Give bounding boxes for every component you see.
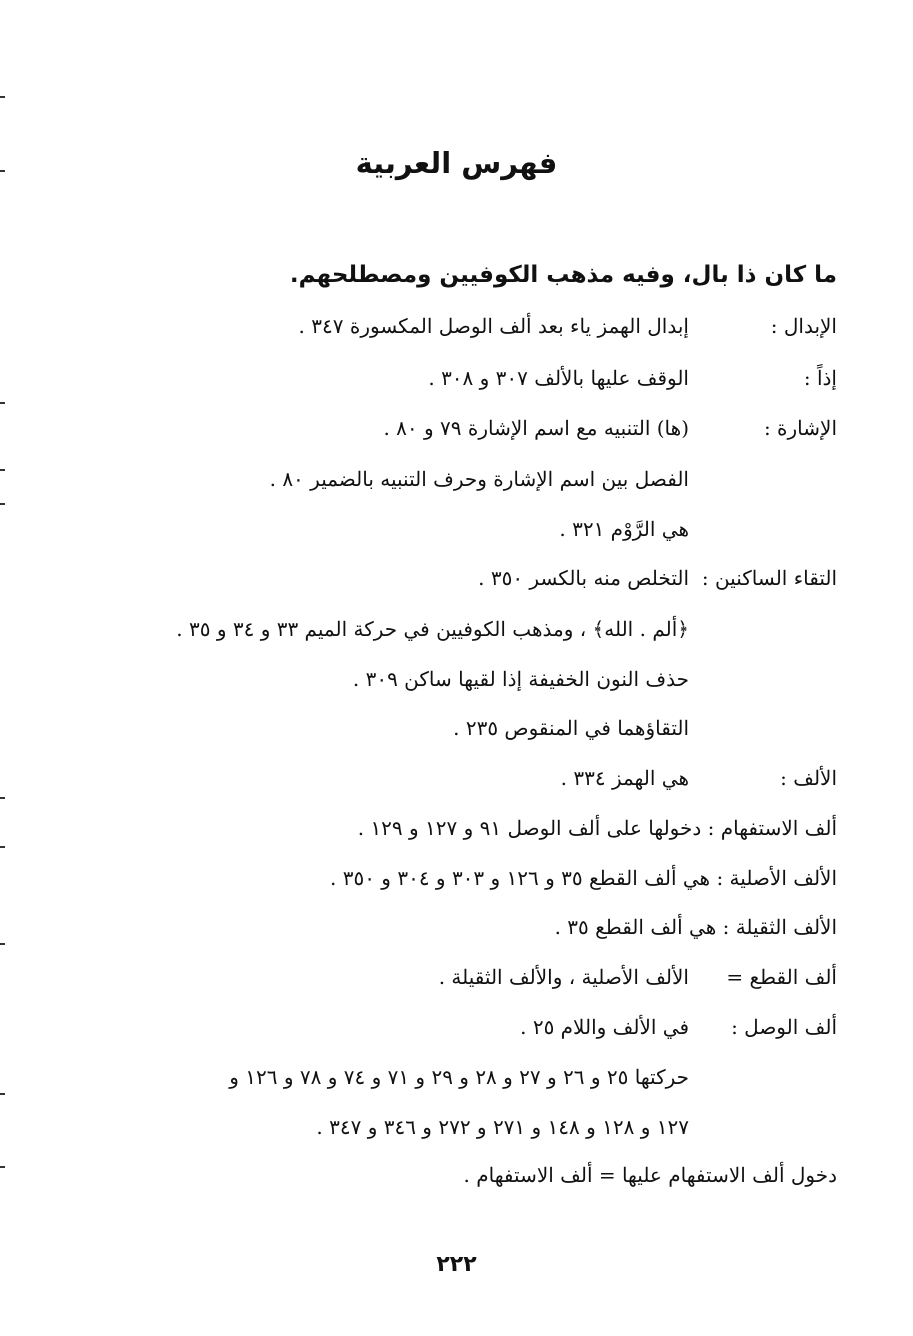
section-subtitle: ما كان ذا بال، وفيه مذهب الكوفيين ومصطلحهم. xyxy=(289,262,837,288)
entry-definition: التقاؤهما في المنقوص ٢٣٥ . xyxy=(453,716,689,740)
index-entry xyxy=(110,467,837,507)
entry-definition: في الألف واللام ٢٥ . xyxy=(520,1015,689,1039)
scan-edge-mark xyxy=(0,503,5,505)
index-entry xyxy=(110,1065,837,1105)
entry-line: ألف الاستفهام : دخولها على ألف الوصل ٩١ و ١٢٧ و ١٢٩ . xyxy=(357,816,837,840)
scan-edge-mark xyxy=(0,797,5,799)
entry-line: دخول ألف الاستفهام عليها = ألف الاستفهام . xyxy=(463,1163,837,1187)
index-entry xyxy=(110,667,837,707)
entry-term: ألف الوصل : xyxy=(731,1015,837,1039)
index-entry xyxy=(110,915,837,955)
scan-edge-mark xyxy=(0,402,5,404)
scan-edge-mark xyxy=(0,846,5,848)
index-entry xyxy=(110,716,837,756)
index-entry xyxy=(110,517,837,557)
entry-term: التقاء الساكنين : xyxy=(701,566,837,590)
entry-term: الإشارة : xyxy=(763,416,837,440)
scan-edge-mark xyxy=(0,96,5,98)
index-entry xyxy=(110,766,837,806)
entry-term: الإبدال : xyxy=(770,314,837,338)
scan-edge-mark xyxy=(0,469,5,471)
entry-line: الألف الأصلية : هي ألف القطع ٣٥ و ١٢٦ و ٣٠٣ و ٣٠٤ و ٣٥٠ . xyxy=(330,866,837,890)
scan-edge-mark xyxy=(0,1166,5,1168)
entry-definition: هي الرَّوْم ٣٢١ . xyxy=(559,517,689,541)
entry-definition: حذف النون الخفيفة إذا لقيها ساكن ٣٠٩ . xyxy=(352,667,689,691)
entry-line: الألف الثقيلة : هي ألف القطع ٣٥ . xyxy=(554,915,837,939)
entry-definition: حركتها ٢٥ و ٢٦ و ٢٧ و ٢٨ و ٢٩ و ٧١ و ٧٤ و ٧٨ و ١٢٦ و xyxy=(229,1065,689,1089)
index-entry xyxy=(110,566,837,606)
index-entry xyxy=(110,1015,837,1055)
entry-term: الألف : xyxy=(780,766,837,790)
entry-definition: إبدال الهمز ياء بعد ألف الوصل المكسورة ٣٤٧ . xyxy=(298,314,689,338)
entry-term: ألف القطع = xyxy=(726,965,837,989)
entry-definition: الألف الأصلية ، والألف الثقيلة . xyxy=(438,965,689,989)
page-number: ٢٢٢ xyxy=(436,1252,477,1277)
entry-definition: الفصل بين اسم الإشارة وحرف التنبيه بالضمير ٨٠ . xyxy=(269,467,689,491)
index-entry xyxy=(110,1163,837,1203)
entry-definition: الوقف عليها بالألف ٣٠٧ و ٣٠٨ . xyxy=(428,366,689,390)
scan-edge-mark xyxy=(0,943,5,945)
index-entry xyxy=(110,965,837,1005)
entry-definition: هي الهمز ٣٣٤ . xyxy=(560,766,689,790)
index-entry xyxy=(110,314,837,354)
index-entry xyxy=(110,617,837,657)
index-entry xyxy=(110,866,837,906)
entry-definition: ١٢٧ و ١٢٨ و ١٤٨ و ٢٧١ و ٢٧٢ و ٣٤٦ و ٣٤٧ . xyxy=(316,1115,689,1139)
page-title: فهرس العربية xyxy=(355,146,558,180)
index-entry xyxy=(110,1115,837,1155)
entry-term: إذاً : xyxy=(803,366,837,390)
entry-definition: ﴿ألم . الله﴾ ، ومذهب الكوفيين في حركة الميم ٣٣ و ٣٤ و ٣٥ . xyxy=(176,617,689,641)
scan-edge-mark xyxy=(0,170,5,172)
scan-edge-mark xyxy=(0,1093,5,1095)
entry-definition: التخلص منه بالكسر ٣٥٠ . xyxy=(478,566,689,590)
index-entry xyxy=(110,416,837,456)
index-entry xyxy=(110,816,837,856)
index-entry xyxy=(110,366,837,406)
entry-definition: (ها) التنبيه مع اسم الإشارة ٧٩ و ٨٠ . xyxy=(383,416,689,440)
